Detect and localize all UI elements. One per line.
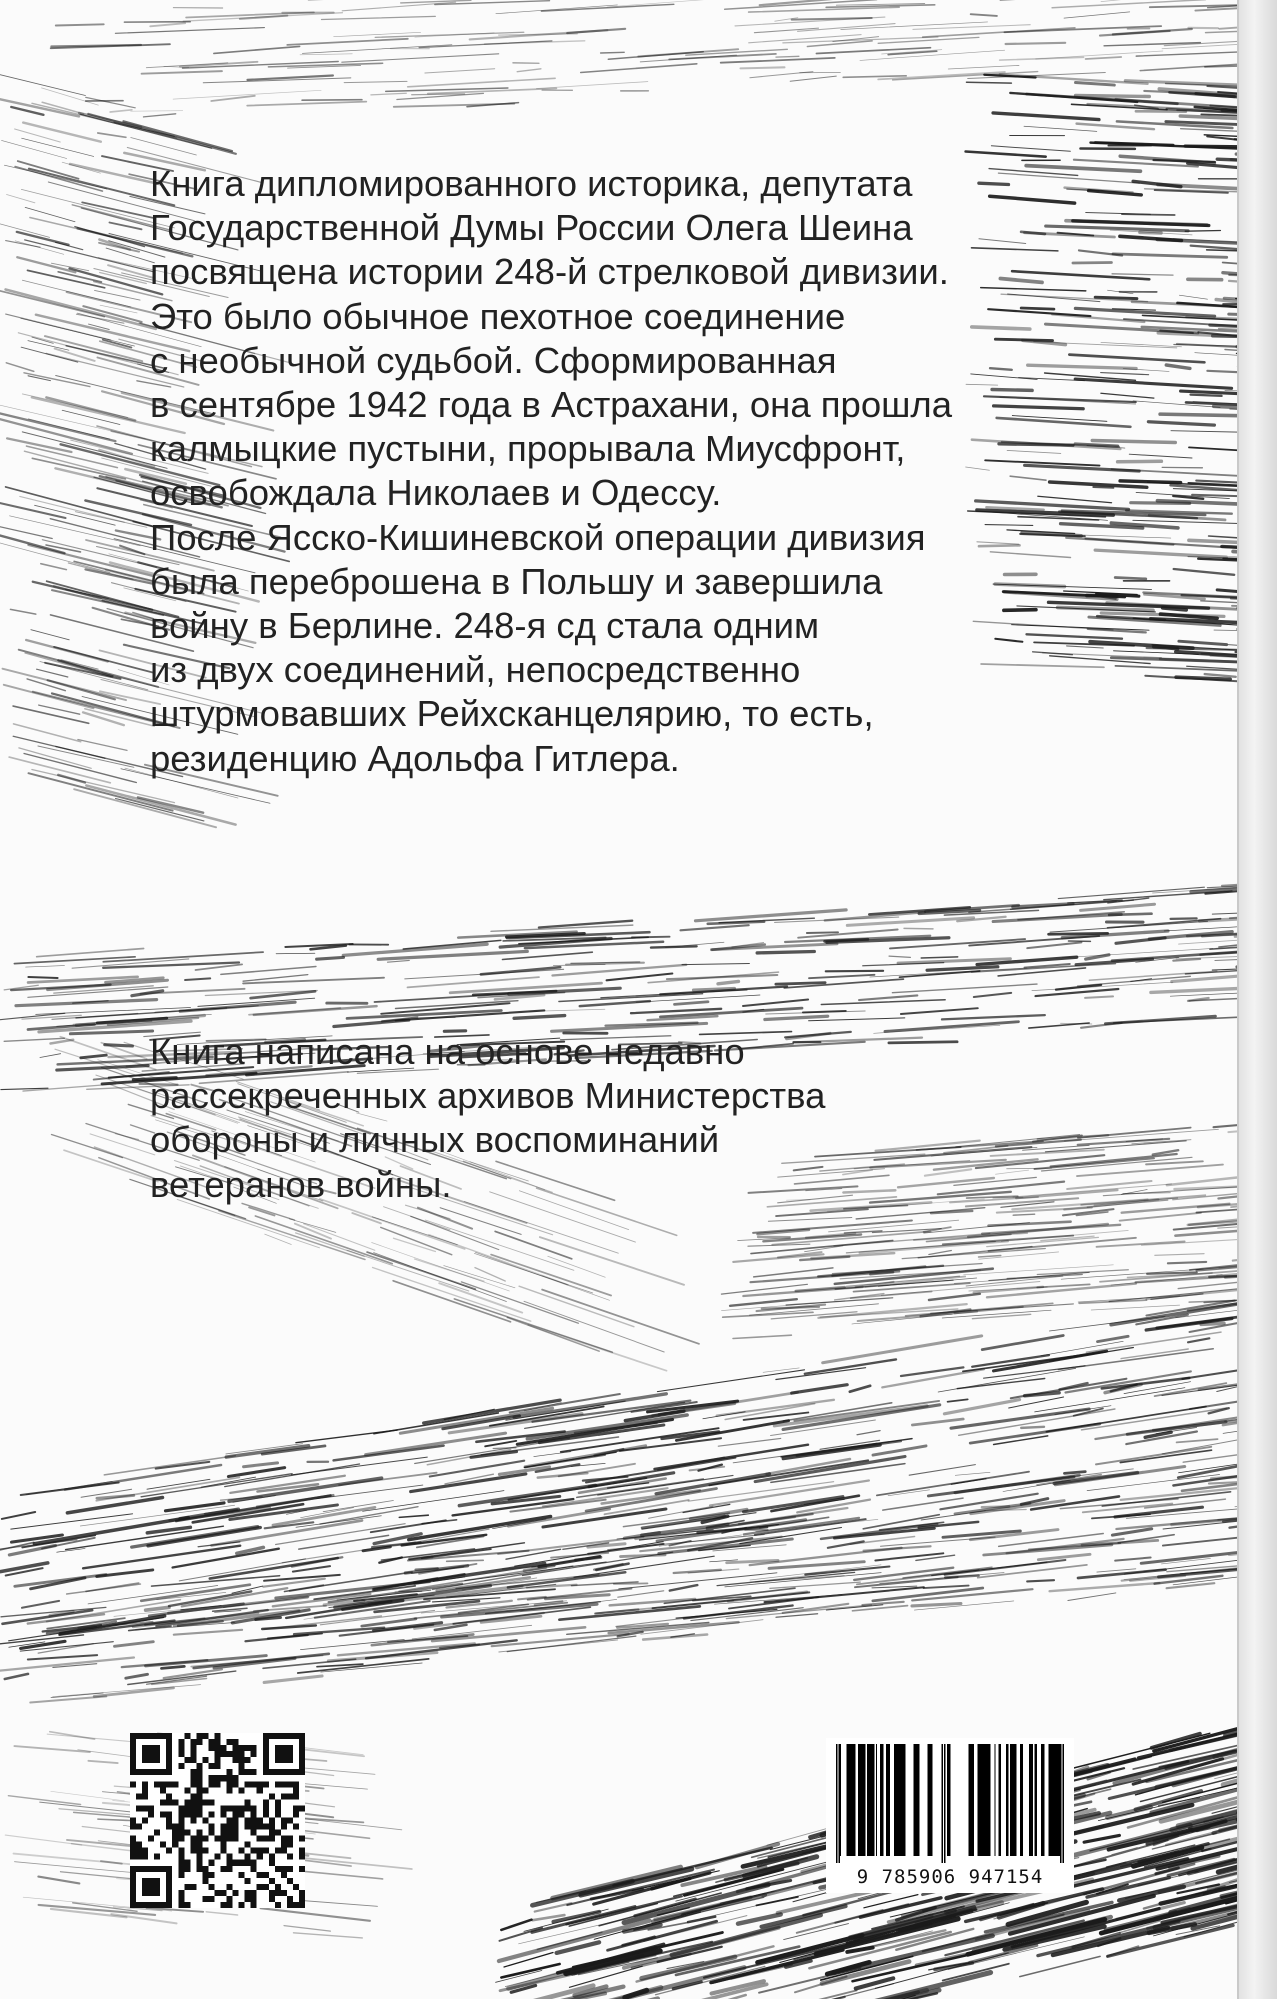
isbn-digits: 9 785906 947154 (856, 1866, 1044, 1888)
barcode-icon (826, 1738, 1074, 1893)
blurb-line: войну в Берлине. 248-я сд стала одним (150, 605, 820, 647)
blurb-line: рассекреченных архивов Министерства (150, 1075, 826, 1117)
qr-code-icon[interactable] (130, 1733, 305, 1908)
blurb-line: с необычной судьбой. Сформированная (150, 339, 837, 381)
blurb-line: была переброшена в Польшу и завершила (150, 560, 883, 602)
blurb-line: посвящена истории 248-й стрелковой дивизии. (150, 251, 949, 293)
blurb-line: ветеранов войны. (150, 1163, 452, 1205)
blurb-line: штурмовавших Рейхсканцелярию, то есть, (150, 693, 874, 735)
spine-edge (1237, 0, 1277, 1999)
blurb-line: Государственной Думы России Олега Шеина (150, 207, 913, 249)
blurb-line: После Ясско-Кишиневской операции дивизия (150, 516, 926, 558)
blurb-paragraph-main (150, 162, 1160, 781)
blurb-line: Книга дипломированного историка, депутата (150, 163, 913, 204)
blurb-line: освобождала Николаев и Одессу. (150, 472, 722, 514)
blurb-line: Это было обычное пехотное соединение (150, 295, 846, 337)
blurb-line: резиденцию Адольфа Гитлера. (150, 737, 680, 779)
blurb-line: Книга написана на основе недавно (150, 1031, 745, 1072)
blurb-line: обороны и личных воспоминаний (150, 1119, 720, 1161)
blurb-line: из двух соединений, непосредственно (150, 649, 801, 691)
blurb-paragraph-sources (150, 1030, 1160, 1207)
blurb-line: калмыцкие пустыни, прорывала Миусфронт, (150, 428, 906, 470)
blurb-line: в сентябре 1942 года в Астрахани, она прошла (150, 384, 953, 426)
